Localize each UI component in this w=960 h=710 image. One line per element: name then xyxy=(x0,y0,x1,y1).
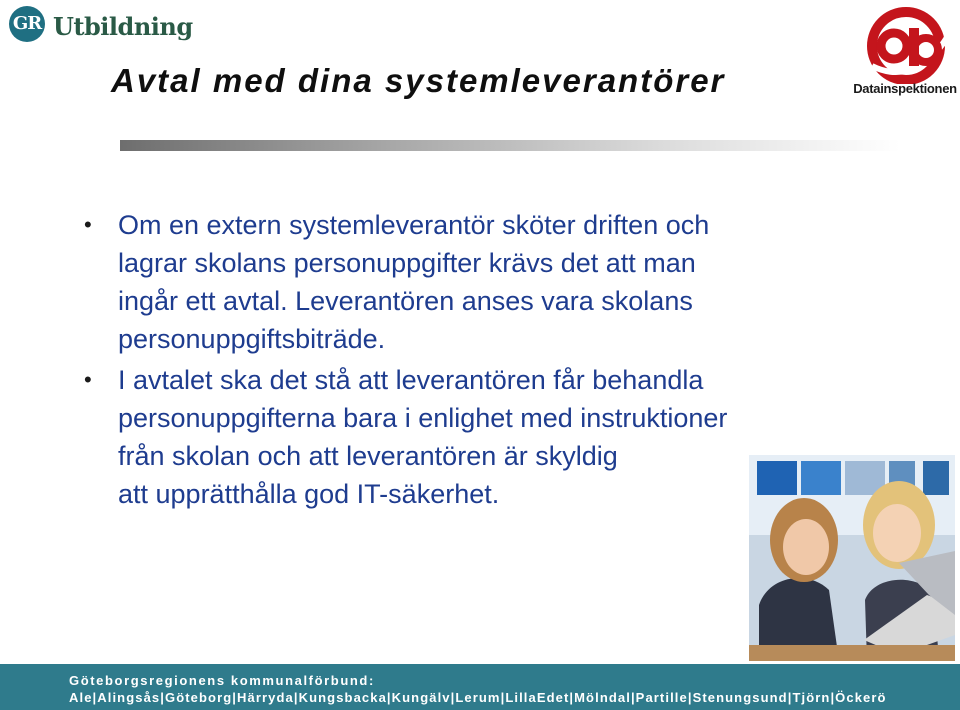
bullet-item xyxy=(74,206,874,358)
bullet-line: I avtalet ska det stå att leverantören får behandla xyxy=(118,365,704,395)
bullet-line: Om en extern systemleverantör sköter driften och xyxy=(118,210,710,240)
bullet-line: personuppgiftsbiträde. xyxy=(118,324,386,354)
bullet-line: från skolan och att leverantören är skyldig xyxy=(118,441,618,471)
footer xyxy=(0,664,960,710)
datainspektionen-logo-text: Datainspektionen xyxy=(853,81,957,96)
gr-logo-mark: GR xyxy=(9,6,45,42)
title-divider xyxy=(120,140,900,151)
gr-utbildning-logo xyxy=(9,6,199,48)
slide-title: Avtal med dina systemleverantörer xyxy=(111,62,726,99)
bullet-line: lagrar skolans personuppgifter krävs det att man xyxy=(118,248,696,278)
footer-title: Göteborgsregionens kommunalförbund: xyxy=(69,673,375,688)
gr-logo-text: Utbildning xyxy=(53,12,193,41)
bullet-dot-icon: • xyxy=(84,367,92,392)
students-at-laptop-photo xyxy=(749,455,955,661)
bullet-line: ingår ett avtal. Leverantören anses vara skolans xyxy=(118,286,693,316)
datainspektionen-emblem-icon xyxy=(852,6,958,84)
datainspektionen-logo xyxy=(852,6,958,100)
bullet-dot-icon: • xyxy=(84,212,92,237)
bullet-line: personuppgifterna bara i enlighet med instruktioner xyxy=(118,403,728,433)
bullet-line: att upprätthålla god IT-säkerhet. xyxy=(118,479,500,509)
footer-municipalities: Ale|Alingsås|Göteborg|Härryda|Kungsbacka|Kungälv|Lerum|LillaEdet|Mölndal|Partille|Stenungsund|Tjörn|Öckerö xyxy=(69,690,887,705)
